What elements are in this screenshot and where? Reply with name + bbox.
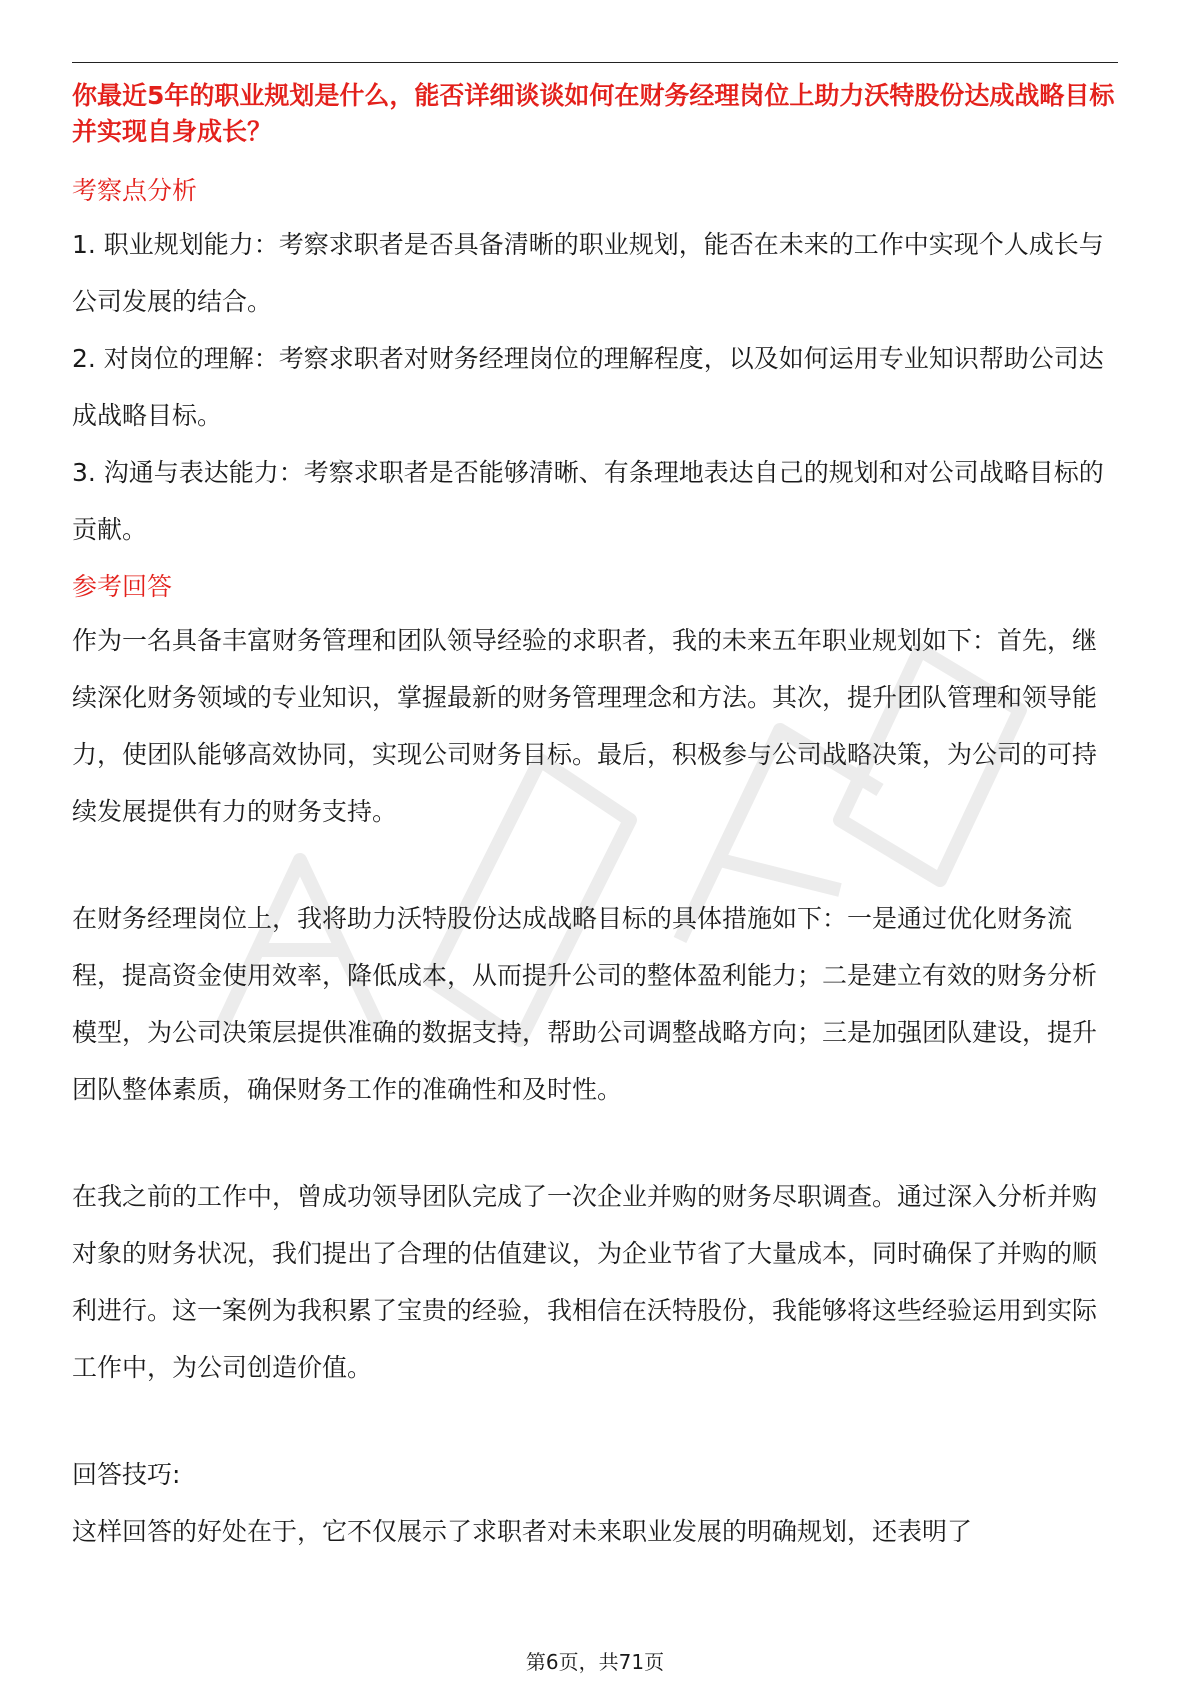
answer-paragraph-2: 在财务经理岗位上，我将助力沃特股份达成战略目标的具体措施如下：一是通过优化财务流程，提高资金使用效率，降低成本，从而提升公司的整体盈利能力；二是建立有效的财务分析模型，为公司决策层提供准确的数据支持，帮助公司调整战略方向；三是加强团队建设，提升团队整体素质，确保财务工作的准确性和及时性。 [72,904,1098,1104]
analysis-item-1: 1. 职业规划能力：考察求职者是否具备清晰的职业规划，能否在未来的工作中实现个人成长与公司发展的结合。 [72,230,1104,316]
answer-paragraph-3: 在我之前的工作中，曾成功领导团队完成了一次企业并购的财务尽职调查。通过深入分析并购对象的财务状况，我们提出了合理的估值建议，为企业节省了大量成本，同时确保了并购的顺利进行。这一案例为我积累了宝贵的经验，我相信在沃特股份，我能够将这些经验运用到实际工作中，为公司创造价值。 [72,1182,1098,1382]
analysis-heading: 考察点分析 [72,176,198,205]
top-rule [72,62,1118,63]
question-title: 你最近5年的职业规划是什么，能否详细谈谈如何在财务经理岗位上助力沃特股份达成战略目标并实现自身成长？ [72,81,1115,146]
answer-paragraph-1: 作为一名具备丰富财务管理和团队领导经验的求职者，我的未来五年职业规划如下：首先，继续深化财务领域的专业知识，掌握最新的财务管理理念和方法。其次，提升团队管理和领导能力，使团队能够高效协同，实现公司财务目标。最后，积极参与公司战略决策，为公司的可持续发展提供有力的财务支持。 [72,626,1098,826]
page-footer: 第6页，共71页 [525,1650,665,1674]
analysis-item-2: 2. 对岗位的理解：考察求职者对财务经理岗位的理解程度，以及如何运用专业知识帮助公司达成战略目标。 [72,344,1104,430]
document-body [72,78,1118,1560]
tips-label: 回答技巧: [72,1460,181,1489]
analysis-item-3: 3. 沟通与表达能力：考察求职者是否能够清晰、有条理地表达自己的规划和对公司战略目标的贡献。 [72,458,1104,544]
answer-heading: 参考回答 [72,572,173,601]
tips-text: 这样回答的好处在于，它不仅展示了求职者对未来职业发展的明确规划，还表明了 [72,1517,973,1546]
